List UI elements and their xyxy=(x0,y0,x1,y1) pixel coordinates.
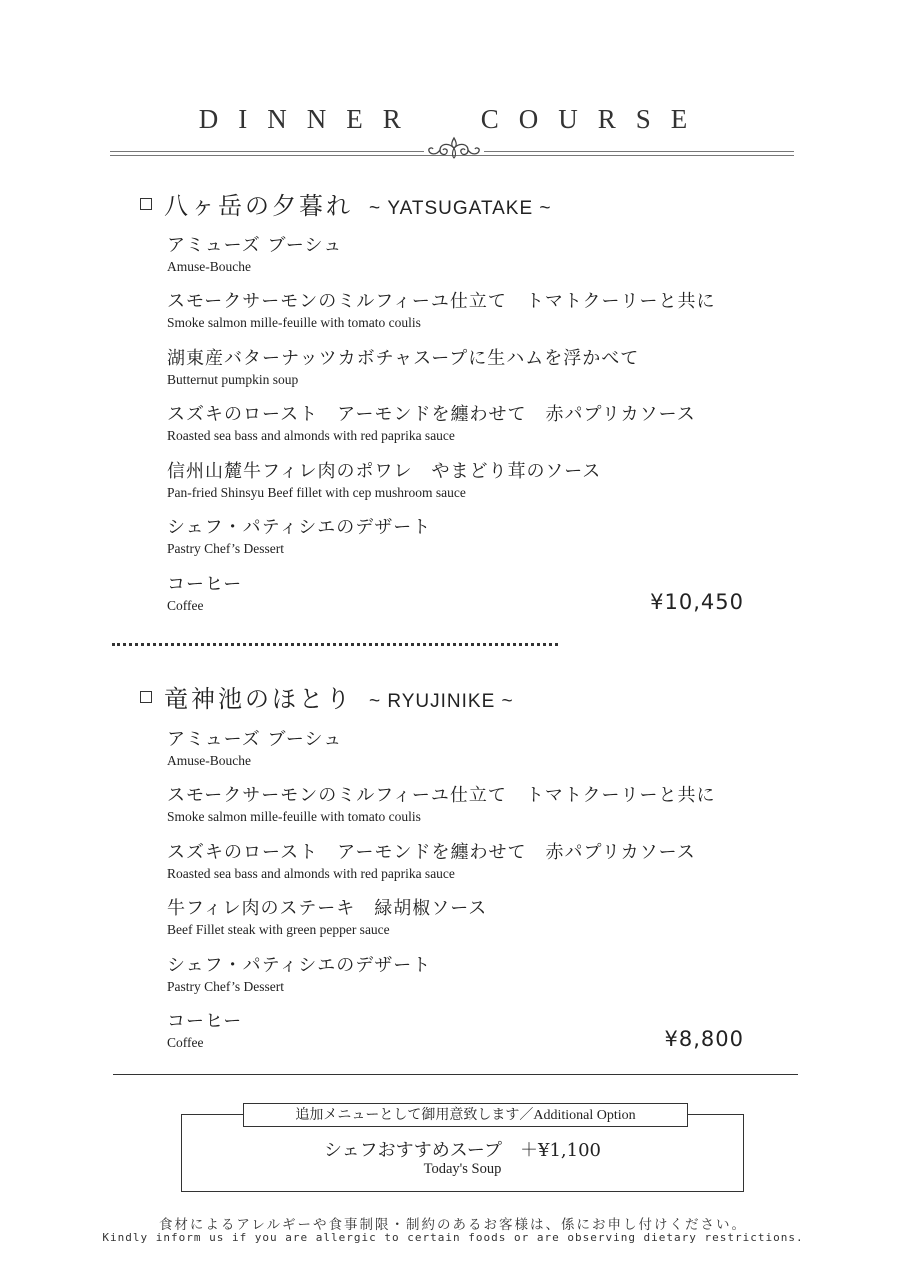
square-bullet-icon xyxy=(140,198,152,210)
course-price: ¥8,800 xyxy=(664,1027,744,1051)
menu-item-jp: スズキのロースト アーモンドを纏わせて 赤パプリカソース xyxy=(167,842,696,863)
title-course: COURSE xyxy=(480,104,708,134)
menu-item xyxy=(167,1011,242,1051)
menu-item xyxy=(167,348,639,388)
menu-item xyxy=(167,898,487,938)
allergy-note-en: Kindly inform us if you are allergic to certain foods or are observing dietary restrictions. xyxy=(102,1231,804,1244)
menu-item-en: Smoke salmon mille-feuille with tomato coulis xyxy=(167,809,421,824)
menu-item-en: Butternut pumpkin soup xyxy=(167,372,299,387)
menu-item-jp: コーヒー xyxy=(167,574,243,595)
option-item-en: Today's Soup xyxy=(423,1161,502,1177)
menu-item xyxy=(167,291,715,331)
menu-item-en: Coffee xyxy=(167,598,204,613)
menu-item xyxy=(167,785,715,825)
menu-item-jp: スズキのロースト アーモンドを纏わせて 赤パプリカソース xyxy=(167,404,696,425)
menu-item-en: Pastry Chef’s Dessert xyxy=(167,979,284,994)
menu-item xyxy=(167,404,696,444)
menu-item-jp: 牛フィレ肉のステーキ 緑胡椒ソース xyxy=(167,898,488,919)
menu-item-jp: 湖東産バターナッツカボチャスープに生ハムを浮かべて xyxy=(167,348,640,369)
course-name-en: ~ YATSUGATAKE ~ xyxy=(369,198,552,219)
option-label-jp: 追加メニューとして御用意致します／ xyxy=(295,1107,534,1123)
menu-item xyxy=(167,842,696,882)
menu-item-jp: コーヒー xyxy=(167,1011,243,1032)
menu-item-jp: 信州山麓牛フィレ肉のポワレ やまどり茸のソース xyxy=(167,461,602,482)
menu-item-en: Beef Fillet steak with green pepper sauce xyxy=(167,922,390,937)
menu-item xyxy=(167,235,342,275)
menu-item xyxy=(167,461,601,501)
course-name-en: ~ RYUJINIKE ~ xyxy=(369,691,514,712)
menu-item-jp: シェフ・パティシエのデザート xyxy=(167,955,432,976)
title-dinner: DINNER xyxy=(198,104,421,134)
menu-item-jp: スモークサーモンのミルフィーユ仕立て トマトクーリーと共に xyxy=(167,785,716,806)
menu-item-en: Amuse-Bouche xyxy=(167,259,251,274)
menu-item-en: Pan-fried Shinsyu Beef fillet with cep mushroom sauce xyxy=(167,485,466,500)
menu-item-en: Roasted sea bass and almonds with red paprika sauce xyxy=(167,428,455,443)
course-name-jp: 竜神池のほとり xyxy=(164,685,353,713)
course-price: ¥10,450 xyxy=(650,590,744,614)
menu-item xyxy=(167,574,242,614)
allergy-note-jp: 食材によるアレルギーや食事制限・制約のあるお客様は、係にお申し付けください。 xyxy=(158,1217,748,1233)
menu-item-jp: アミューズ ブーシュ xyxy=(167,235,343,256)
flourish-ornament-icon xyxy=(424,134,484,162)
menu-item-jp: シェフ・パティシエのデザート xyxy=(167,517,432,538)
dotted-divider xyxy=(112,643,558,646)
menu-item-en: Smoke salmon mille-feuille with tomato coulis xyxy=(167,315,421,330)
menu-item-en: Coffee xyxy=(167,1035,204,1050)
additional-option-label xyxy=(243,1103,688,1127)
option-label-en: Additional Option xyxy=(533,1108,636,1123)
course-heading-yatsugatake xyxy=(140,186,552,221)
page-title xyxy=(0,104,906,135)
menu-item-jp: アミューズ ブーシュ xyxy=(167,729,343,750)
option-item-jp: シェフおすすめスープ ＋¥1,100 xyxy=(323,1140,601,1161)
menu-item xyxy=(167,955,431,995)
course-name-jp: 八ヶ岳の夕暮れ xyxy=(164,192,353,220)
menu-item xyxy=(167,517,431,557)
section-divider xyxy=(113,1074,798,1075)
square-bullet-icon xyxy=(140,691,152,703)
menu-item-jp: スモークサーモンのミルフィーユ仕立て トマトクーリーと共に xyxy=(167,291,716,312)
menu-item-en: Roasted sea bass and almonds with red paprika sauce xyxy=(167,866,455,881)
course-heading-ryujinike xyxy=(140,679,514,714)
menu-item xyxy=(167,729,342,769)
menu-item-en: Amuse-Bouche xyxy=(167,753,251,768)
menu-item-en: Pastry Chef’s Dessert xyxy=(167,541,284,556)
